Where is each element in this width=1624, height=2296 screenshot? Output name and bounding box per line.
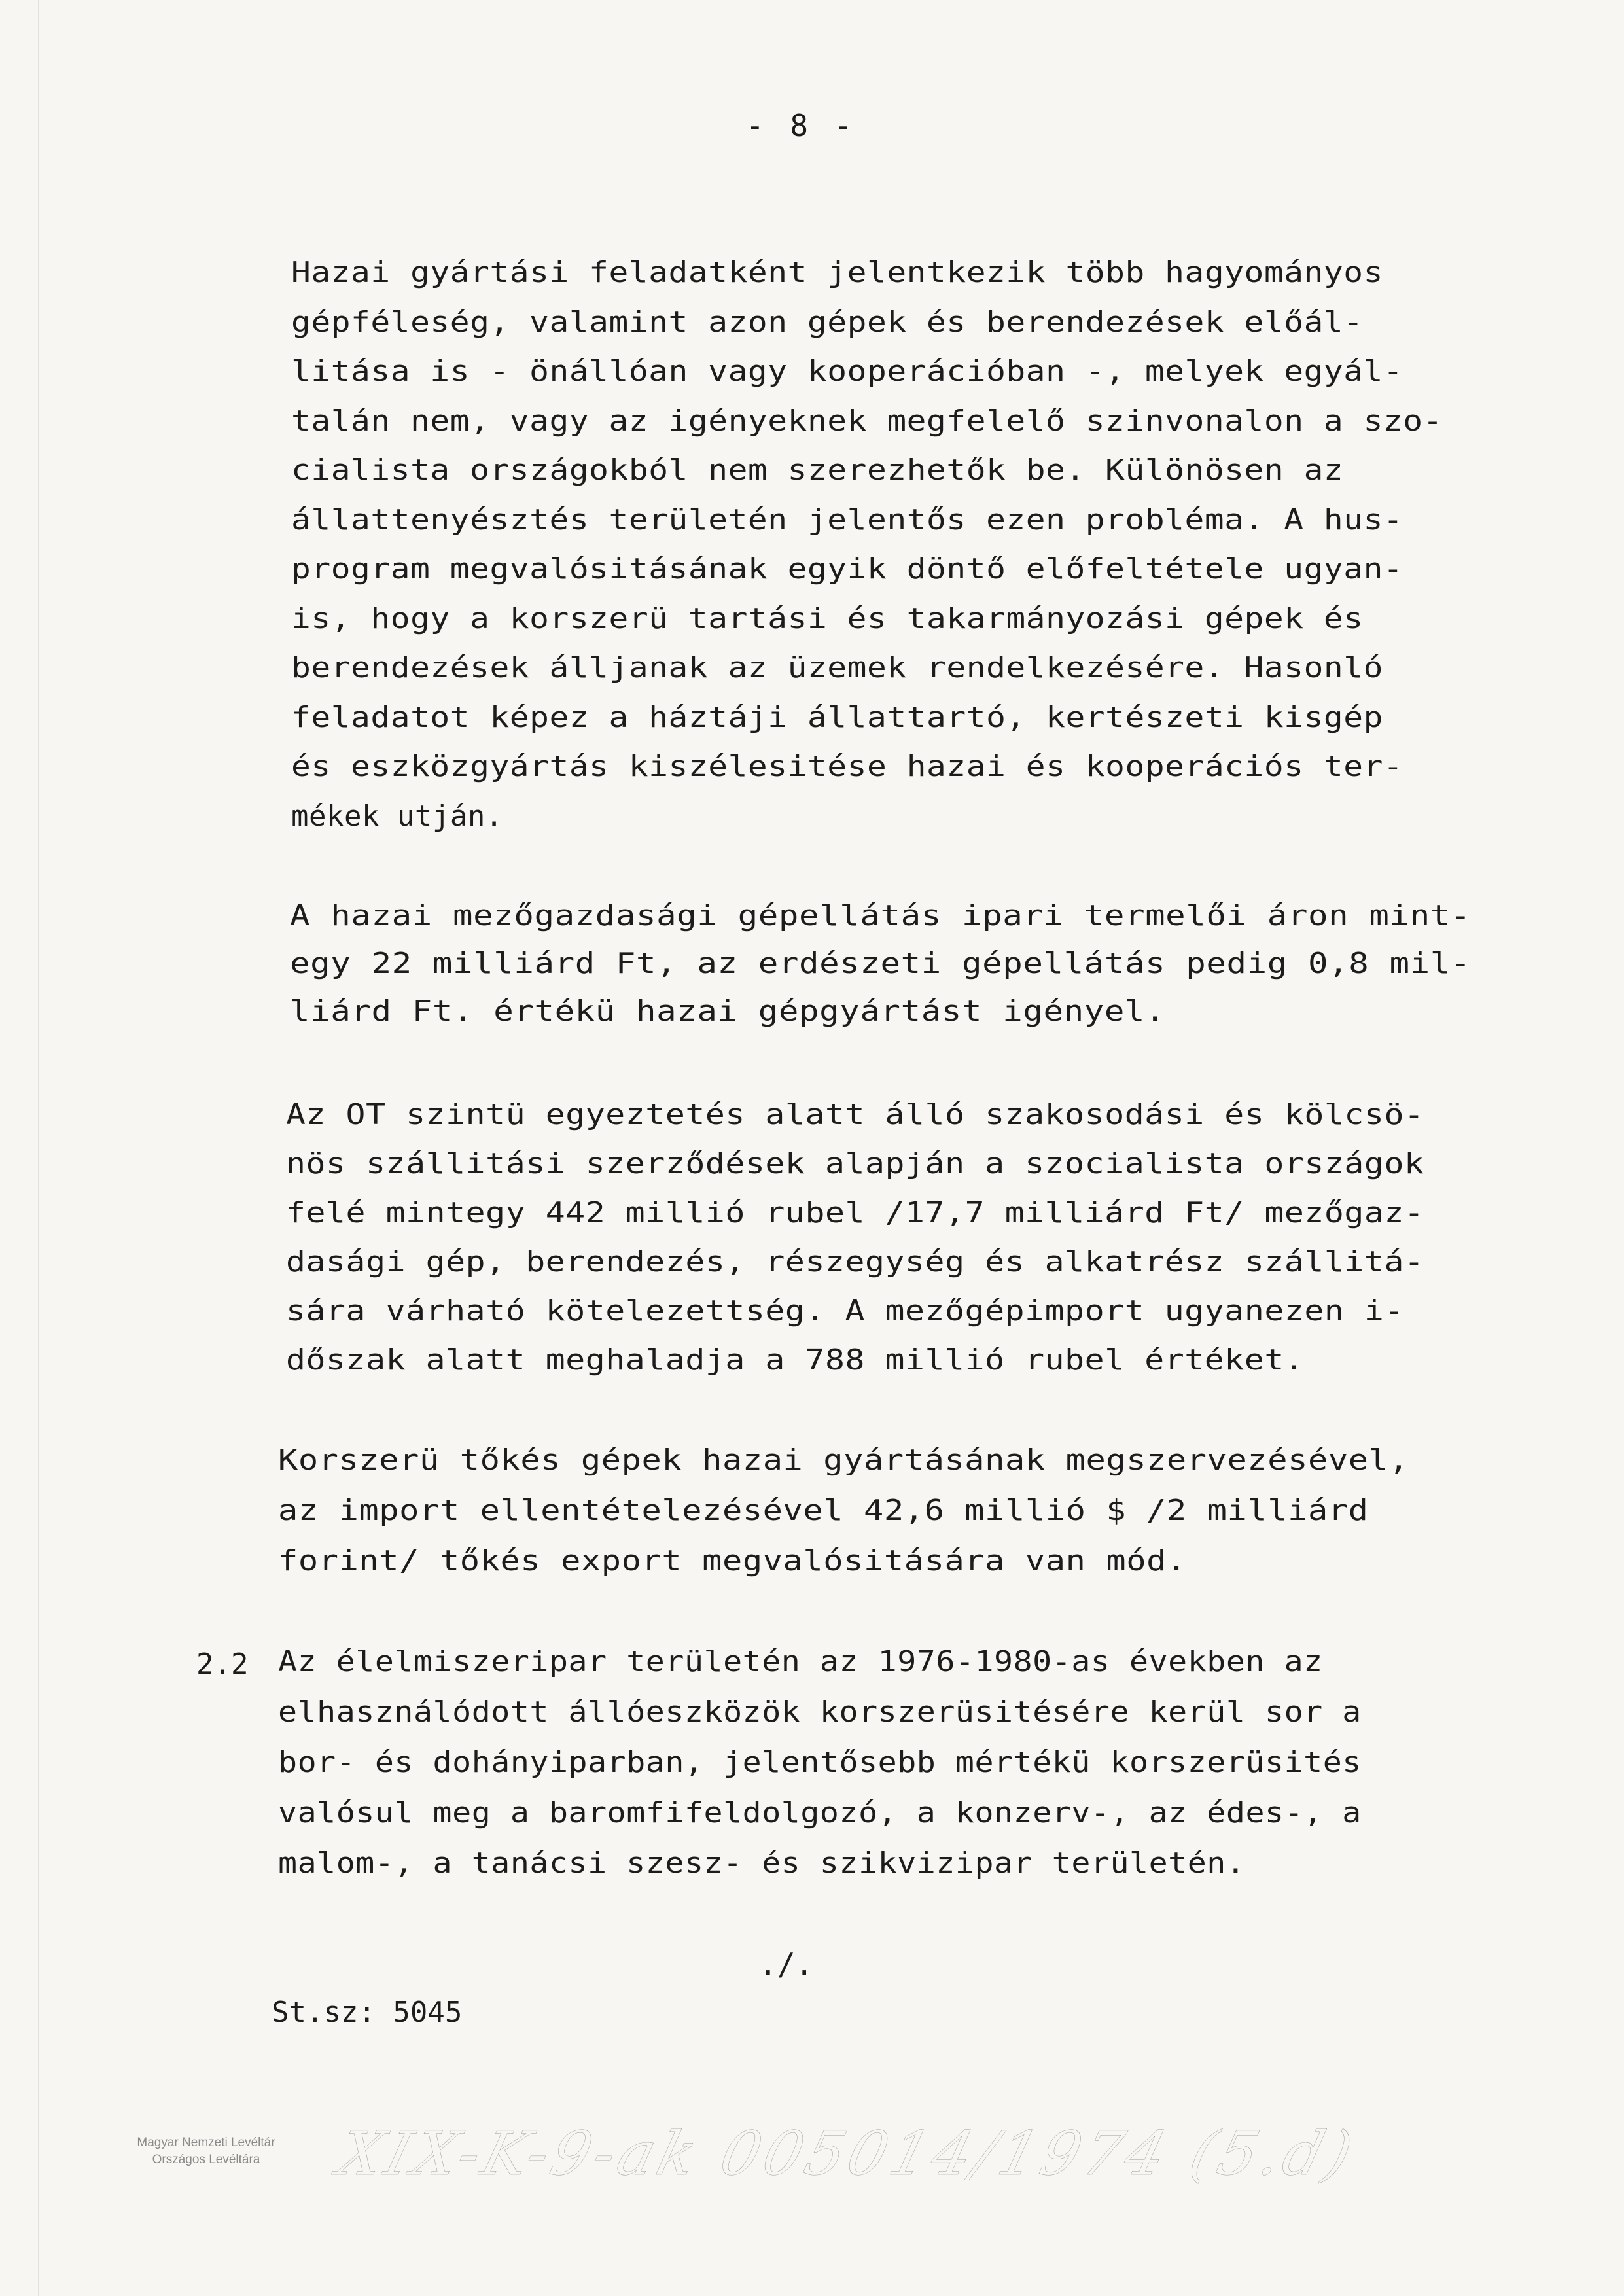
document-reference: St.sz: 5045 bbox=[272, 1996, 463, 2029]
text-line: és eszközgyártás kiszélesitése hazai és kooperációs ter- bbox=[291, 750, 1403, 783]
text-line: dasági gép, berendezés, részegység és alkatrész szállitá- bbox=[286, 1245, 1424, 1279]
continuation-mark: ./. bbox=[759, 1947, 814, 1982]
archive-stamp bbox=[111, 2134, 301, 2168]
section-number: 2.2 bbox=[196, 1648, 249, 1681]
text-line: sára várható kötelezettség. A mezőgépimport ugyanezen i- bbox=[286, 1294, 1404, 1328]
page-number: - 8 - bbox=[746, 108, 856, 143]
text-line: dőszak alatt meghaladja a 788 millió rubel értéket. bbox=[286, 1343, 1305, 1377]
text-line: gépféleség, valamint azon gépek és berendezések előál- bbox=[291, 305, 1364, 339]
text-line: valósul meg a baromfifeldolgozó, a konzerv-, az édes-, a bbox=[278, 1796, 1362, 1829]
archive-signature: XIX-K-9-ak 005014/1974 (5.d) bbox=[331, 2119, 1364, 2189]
archive-stamp-line1: Magyar Nemzeti Levéltár bbox=[137, 2136, 275, 2149]
archive-stamp-line2: Országos Levéltára bbox=[152, 2152, 260, 2166]
text-line: talán nem, vagy az igényeknek megfelelő szinvonalon a szo- bbox=[291, 404, 1443, 438]
text-line: program megvalósitásának egyik döntő előfeltétele ugyan- bbox=[291, 552, 1403, 586]
text-line: mékek utján. bbox=[291, 799, 503, 833]
text-line: berendezések álljanak az üzemek rendelkezésére. Hasonló bbox=[291, 651, 1383, 684]
text-line: bor- és dohányiparban, jelentősebb mértékü korszerüsités bbox=[278, 1746, 1362, 1779]
text-line: is, hogy a korszerü tartási és takarmányozási gépek és bbox=[291, 601, 1364, 635]
text-line: liárd Ft. értékü hazai gépgyártást igényel. bbox=[290, 995, 1166, 1028]
text-line: az import ellentételezésével 42,6 millió $ /2 milliárd bbox=[278, 1494, 1369, 1527]
scan-edge-left bbox=[38, 0, 39, 2296]
text-line: Hazai gyártási feladatként jelentkezik több hagyományos bbox=[291, 256, 1383, 289]
text-line: felé mintegy 442 millió rubel /17,7 milliárd Ft/ mezőgaz- bbox=[286, 1196, 1424, 1229]
text-line: Korszerü tőkés gépek hazai gyártásának megszervezésével, bbox=[278, 1443, 1409, 1477]
text-line: nös szállitási szerződések alapján a szocialista országok bbox=[286, 1147, 1424, 1180]
text-line: cialista országokból nem szerezhetők be. Különösen az bbox=[291, 453, 1344, 487]
text-line: forint/ tőkés export megvalósitására van mód. bbox=[278, 1544, 1187, 1578]
text-line: feladatot képez a háztáji állattartó, kertészeti kisgép bbox=[291, 700, 1383, 734]
text-line: egy 22 milliárd Ft, az erdészeti gépellátás pedig 0,8 mil- bbox=[290, 947, 1471, 980]
text-line: malom-, a tanácsi szesz- és szikvizipar területén. bbox=[278, 1846, 1246, 1880]
text-line: elhasználódott állóeszközök korszerüsitésére kerül sor a bbox=[278, 1695, 1362, 1729]
text-line: A hazai mezőgazdasági gépellátás ipari termelői áron mint- bbox=[290, 899, 1471, 932]
text-line: Az OT szintü egyeztetés alatt álló szakosodási és kölcsö- bbox=[286, 1098, 1424, 1131]
text-line: Az élelmiszeripar területén az 1976-1980-as években az bbox=[278, 1645, 1323, 1678]
text-line: litása is - önállóan vagy kooperációban -, melyek egyál- bbox=[291, 355, 1403, 388]
text-line: állattenyésztés területén jelentős ezen probléma. A hus- bbox=[291, 503, 1403, 537]
